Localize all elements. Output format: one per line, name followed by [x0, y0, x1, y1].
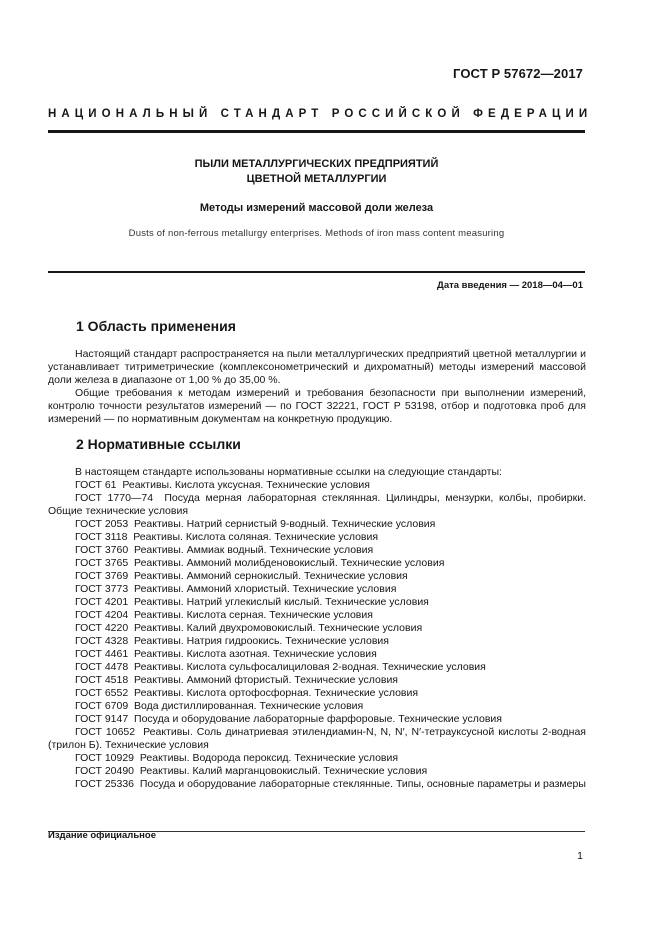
section-1-heading: 1 Область применения — [76, 318, 236, 334]
reference-item — [48, 583, 586, 596]
section-2-heading: 2 Нормативные ссылки — [76, 436, 241, 452]
reference-title: Посуда и оборудование лабораторные фарфоровые. Технические условия — [134, 713, 502, 725]
title-divider — [48, 271, 585, 273]
page-number: 1 — [577, 850, 583, 862]
reference-item — [48, 726, 586, 752]
document-id: ГОСТ Р 57672—2017 — [453, 66, 583, 81]
reference-code: ГОСТ 2053 — [75, 518, 129, 530]
reference-title: Реактивы. Аммоний молибденовокислый. Технические условия — [134, 557, 445, 569]
reference-code: ГОСТ 4220 — [75, 622, 129, 634]
edition-note: Издание официальное — [48, 830, 156, 841]
reference-title: Вода дистиллированная. Технические условия — [134, 700, 364, 712]
reference-title: Реактивы. Соль динатриевая этилендиамин-N, N, N′, N′-тетрауксусной кислоты 2-водная (трилон Б). Технические условия — [48, 726, 586, 751]
reference-title: Реактивы. Натрия гидроокись. Технические условия — [134, 635, 389, 647]
reference-item — [48, 557, 586, 570]
reference-code: ГОСТ 9147 — [75, 713, 129, 725]
references-intro: В настоящем стандарте использованы нормативные ссылки на следующие стандарты: — [75, 466, 502, 478]
header-divider — [48, 130, 585, 133]
reference-item — [48, 674, 586, 687]
reference-title: Реактивы. Натрий сернистый 9-водный. Технические условия — [134, 518, 436, 530]
reference-code: ГОСТ 10652 — [75, 726, 136, 738]
section-1-paragraph-2-text: Общие требования к методам измерений и требования безопасности при выполнении измерений, контролю точности результатов измерений — по ГОСТ 32221, ГОСТ Р 53198, отбор и подготовка проб для измерений — по нормативным документам на конкретную продукцию. — [48, 387, 586, 425]
reference-code: ГОСТ 3118 — [75, 531, 128, 543]
reference-item — [48, 479, 586, 492]
national-standard-title: НАЦИОНАЛЬНЫЙ СТАНДАРТ РОССИЙСКОЙ ФЕДЕРАЦИИ — [48, 108, 593, 120]
reference-item — [48, 518, 586, 531]
reference-item — [48, 609, 586, 622]
reference-item — [48, 700, 586, 713]
reference-code: ГОСТ 3760 — [75, 544, 129, 556]
reference-code: ГОСТ 3765 — [75, 557, 129, 569]
reference-item — [48, 570, 586, 583]
reference-title: Реактивы. Натрий углекислый кислый. Технические условия — [134, 596, 429, 608]
reference-item — [48, 778, 586, 791]
reference-title: Реактивы. Кислота серная. Технические условия — [134, 609, 373, 621]
reference-item — [48, 492, 586, 518]
reference-title: Реактивы. Калий двухромовокислый. Технические условия — [134, 622, 423, 634]
normative-references-list — [48, 466, 586, 791]
reference-item — [48, 544, 586, 557]
reference-item — [48, 596, 586, 609]
reference-code: ГОСТ 4518 — [75, 674, 129, 686]
reference-item — [48, 752, 586, 765]
reference-code: ГОСТ 4478 — [75, 661, 129, 673]
reference-code: ГОСТ 4201 — [75, 596, 129, 608]
reference-code: ГОСТ 4328 — [75, 635, 129, 647]
section-1-paragraph-1-text: Настоящий стандарт распространяется на пыли металлургических предприятий цветной металлургии и устанавливает титриметрические (комплексонометрический и дихроматный) методы измерений массовой доли железа в диапазоне от 1,00 % до 35,00 %. — [48, 348, 586, 386]
reference-item — [48, 661, 586, 674]
reference-title: Реактивы. Аммиак водный. Технические условия — [134, 544, 374, 556]
reference-code: ГОСТ 1770—74 — [75, 492, 154, 504]
title-block — [48, 157, 585, 239]
reference-code: ГОСТ 3769 — [75, 570, 129, 582]
reference-code: ГОСТ 6552 — [75, 687, 129, 699]
reference-code: ГОСТ 4204 — [75, 609, 129, 621]
reference-item — [48, 687, 586, 700]
reference-title: Реактивы. Кислота ортофосфорная. Технические условия — [134, 687, 419, 699]
reference-title: Посуда мерная лабораторная стеклянная. Цилиндры, мензурки, колбы, пробирки. Общие технические условия — [48, 492, 586, 517]
reference-title: Реактивы. Кислота уксусная. Технические условия — [122, 479, 370, 491]
section-1-paragraph-1 — [48, 348, 586, 387]
reference-item — [48, 648, 586, 661]
reference-code: ГОСТ 4461 — [75, 648, 129, 660]
reference-title: Реактивы. Аммоний хлористый. Технические условия — [134, 583, 397, 595]
section-1-paragraph-2 — [48, 387, 586, 426]
introduction-date: Дата введения — 2018—04—01 — [437, 280, 583, 291]
reference-title: Реактивы. Калий марганцовокислый. Технические условия — [139, 765, 428, 777]
reference-item — [48, 531, 586, 544]
reference-title: Посуда и оборудование лабораторные стеклянные. Типы, основные параметры и размеры — [139, 778, 586, 790]
reference-code: ГОСТ 3773 — [75, 583, 129, 595]
reference-code: ГОСТ 6709 — [75, 700, 129, 712]
title-line-2: ЦВЕТНОЙ МЕТАЛЛУРГИИ — [246, 173, 387, 185]
reference-item — [48, 765, 586, 778]
reference-code: ГОСТ 61 — [75, 479, 117, 491]
reference-item — [48, 713, 586, 726]
english-title: Dusts of non-ferrous metallurgy enterprises. Methods of iron mass content measuring — [128, 228, 505, 239]
reference-item — [48, 635, 586, 648]
reference-title: Реактивы. Кислота азотная. Технические условия — [134, 648, 377, 660]
title-line-1: ПЫЛИ МЕТАЛЛУРГИЧЕСКИХ ПРЕДПРИЯТИЙ — [194, 158, 439, 170]
reference-title: Реактивы. Аммоний фтористый. Технические условия — [134, 674, 398, 686]
reference-item — [48, 622, 586, 635]
references-container — [48, 479, 586, 791]
reference-code: ГОСТ 25336 — [75, 778, 135, 790]
subtitle: Методы измерений массовой доли железа — [199, 202, 434, 214]
reference-code: ГОСТ 10929 — [75, 752, 135, 764]
reference-title: Реактивы. Аммоний сернокислый. Технические условия — [134, 570, 408, 582]
reference-title: Реактивы. Кислота сульфосалициловая 2-водная. Технические условия — [134, 661, 486, 673]
reference-title: Реактивы. Водорода пероксид. Технические условия — [139, 752, 399, 764]
reference-code: ГОСТ 20490 — [75, 765, 135, 777]
reference-title: Реактивы. Кислота соляная. Технические условия — [133, 531, 379, 543]
